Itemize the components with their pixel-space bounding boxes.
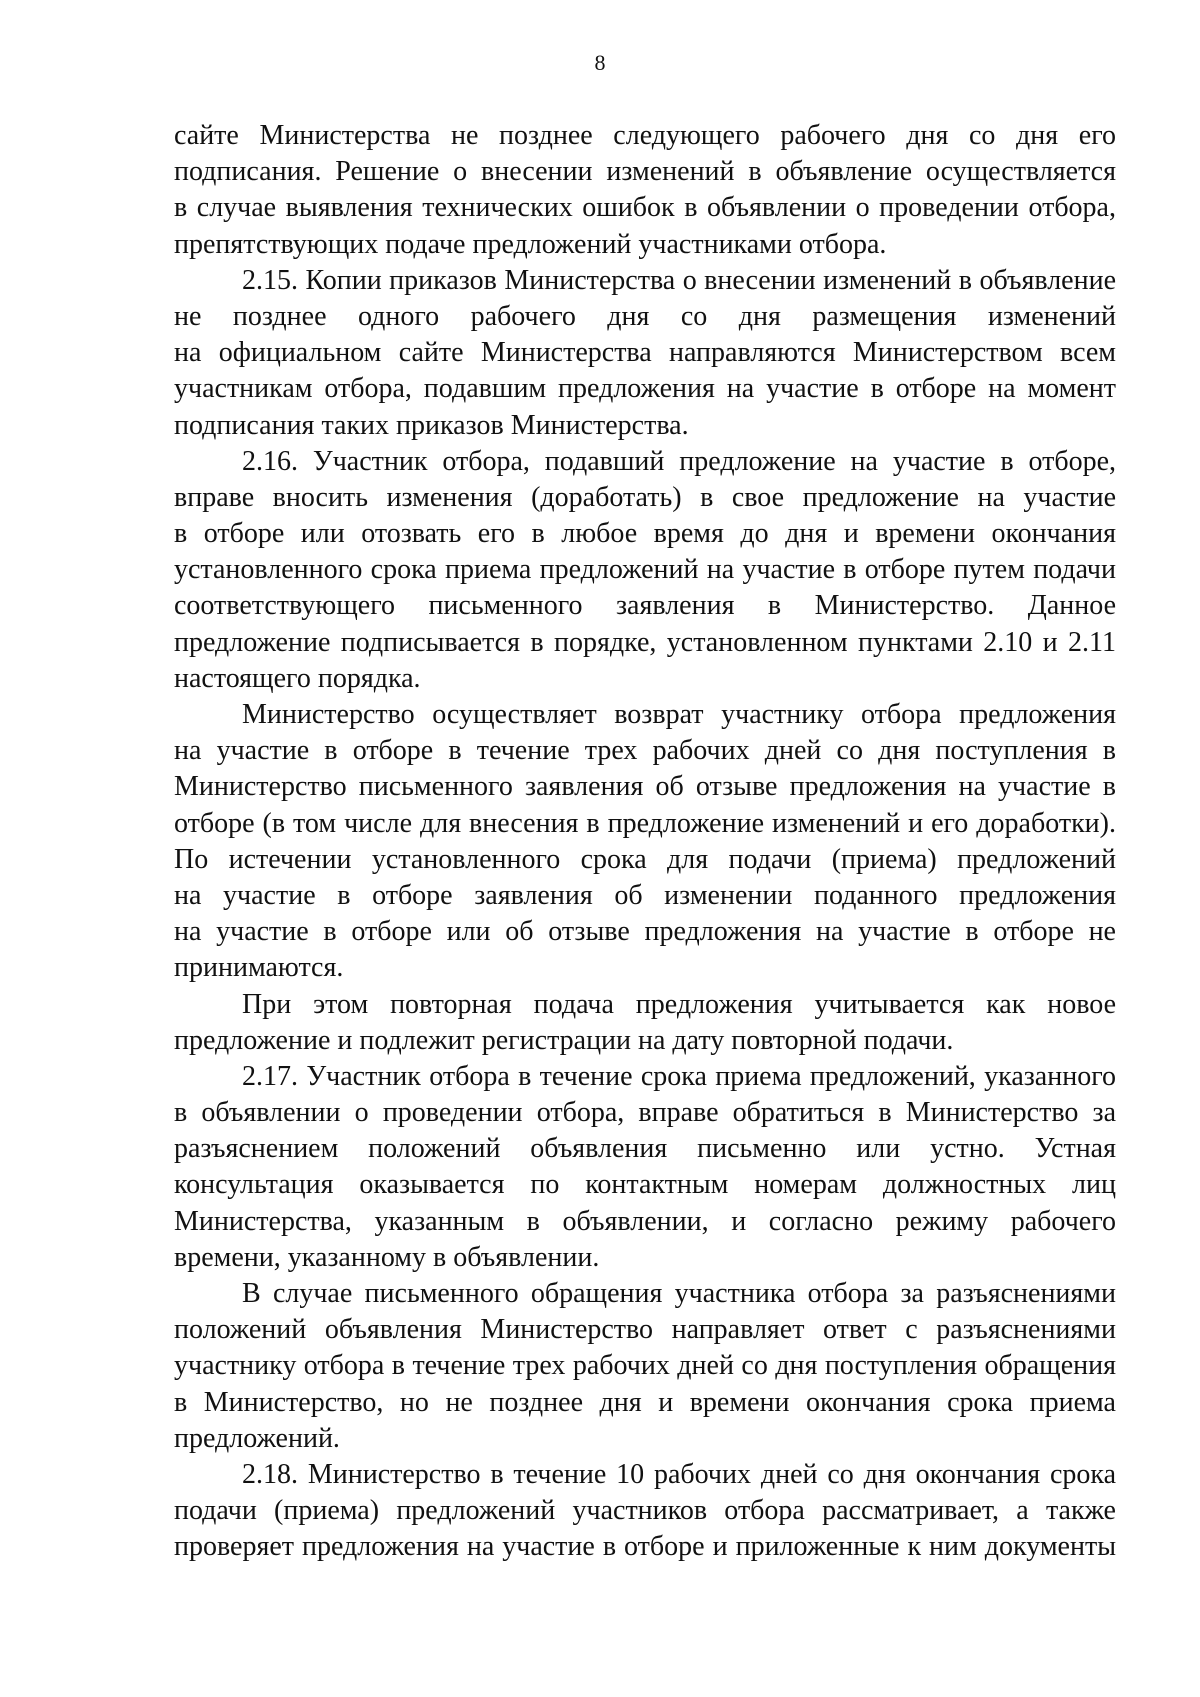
text-line: принимаются. xyxy=(174,952,344,984)
text-line: времени, указанному в объявлении. xyxy=(174,1241,600,1273)
text-line: Министерство осуществляет возврат участнику отбора предложения xyxy=(242,699,1116,730)
text-line: 2.16. Участник отбора, подавший предложение на участие в отборе, xyxy=(242,445,1116,477)
text-line: на участие в отборе или об отзыве предложения на участие в отборе не xyxy=(174,916,1116,948)
text-line: отборе (в том числе для внесения в предложение изменений и его доработки). xyxy=(174,807,1116,839)
text-line: положений объявления Министерство направляет ответ с разъяснениями xyxy=(174,1314,1116,1346)
text-line: на участие в отборе заявления об изменении поданного предложения xyxy=(174,879,1116,911)
text-line: Министерство письменного заявления об отзыве предложения на участие в xyxy=(174,771,1116,803)
page-number: 8 xyxy=(594,50,606,75)
text-line: на участие в отборе в течение трех рабочих дней со дня поступления в xyxy=(174,735,1116,767)
document-body xyxy=(174,118,1116,1566)
text-line: в случае выявления технических ошибок в объявлении о проведении отбора, xyxy=(174,192,1116,224)
text-line: подачи (приема) предложений участников отбора рассматривает, а также xyxy=(174,1495,1116,1527)
text-line: Министерства, указанным в объявлении, и согласно режиму рабочего xyxy=(174,1205,1116,1237)
text-line: соответствующего письменного заявления в Министерство. Данное xyxy=(174,590,1116,622)
text-line: настоящего порядка. xyxy=(174,662,421,694)
text-line: участнику отбора в течение трех рабочих дней со дня поступления обращения xyxy=(174,1350,1116,1382)
text-line: При этом повторная подача предложения учитывается как новое xyxy=(242,988,1116,1020)
text-line: 2.18. Министерство в течение 10 рабочих дней со дня окончания срока xyxy=(242,1458,1116,1490)
text-line: По истечении установленного срока для подачи (приема) предложений xyxy=(174,843,1116,875)
text-line: в объявлении о проведении отбора, вправе обратиться в Министерство за xyxy=(174,1097,1116,1129)
text-line: не позднее одного рабочего дня со дня размещения изменений xyxy=(174,300,1116,332)
text-line: вправе вносить изменения (доработать) в свое предложение на участие xyxy=(174,481,1116,513)
text-line: В случае письменного обращения участника отбора за разъяснениями xyxy=(242,1278,1116,1309)
text-line: проверяет предложения на участие в отборе и приложенные к ним документы xyxy=(174,1531,1116,1563)
text-line: предложение подписывается в порядке, установленном пунктами 2.10 и 2.11 xyxy=(174,626,1116,658)
text-line: 2.17. Участник отбора в течение срока приема предложений, указанного xyxy=(242,1060,1116,1092)
text-line: подписания. Решение о внесении изменений в объявление осуществляется xyxy=(174,156,1116,188)
text-line: препятствующих подаче предложений участниками отбора. xyxy=(174,228,887,260)
text-line: на официальном сайте Министерства направляются Министерством всем xyxy=(174,337,1116,369)
text-line: в Министерство, но не позднее дня и времени окончания срока приема xyxy=(174,1386,1116,1418)
text-line: предложений. xyxy=(174,1422,340,1454)
text-line: подписания таких приказов Министерства. xyxy=(174,409,689,441)
text-line: 2.15. Копии приказов Министерства о внесении изменений в объявление xyxy=(242,264,1116,296)
text-line: предложение и подлежит регистрации на дату повторной подачи. xyxy=(174,1024,954,1056)
text-line: сайте Министерства не позднее следующего рабочего дня со дня его xyxy=(174,120,1116,151)
text-line: установленного срока приема предложений на участие в отборе путем подачи xyxy=(174,554,1116,586)
text-line: в отборе или отозвать его в любое время до дня и времени окончания xyxy=(174,518,1116,550)
text-line: консультация оказывается по контактным номерам должностных лиц xyxy=(174,1169,1116,1201)
text-line: участникам отбора, подавшим предложения на участие в отборе на момент xyxy=(174,373,1116,405)
text-line: разъяснением положений объявления письменно или устно. Устная xyxy=(174,1133,1116,1165)
